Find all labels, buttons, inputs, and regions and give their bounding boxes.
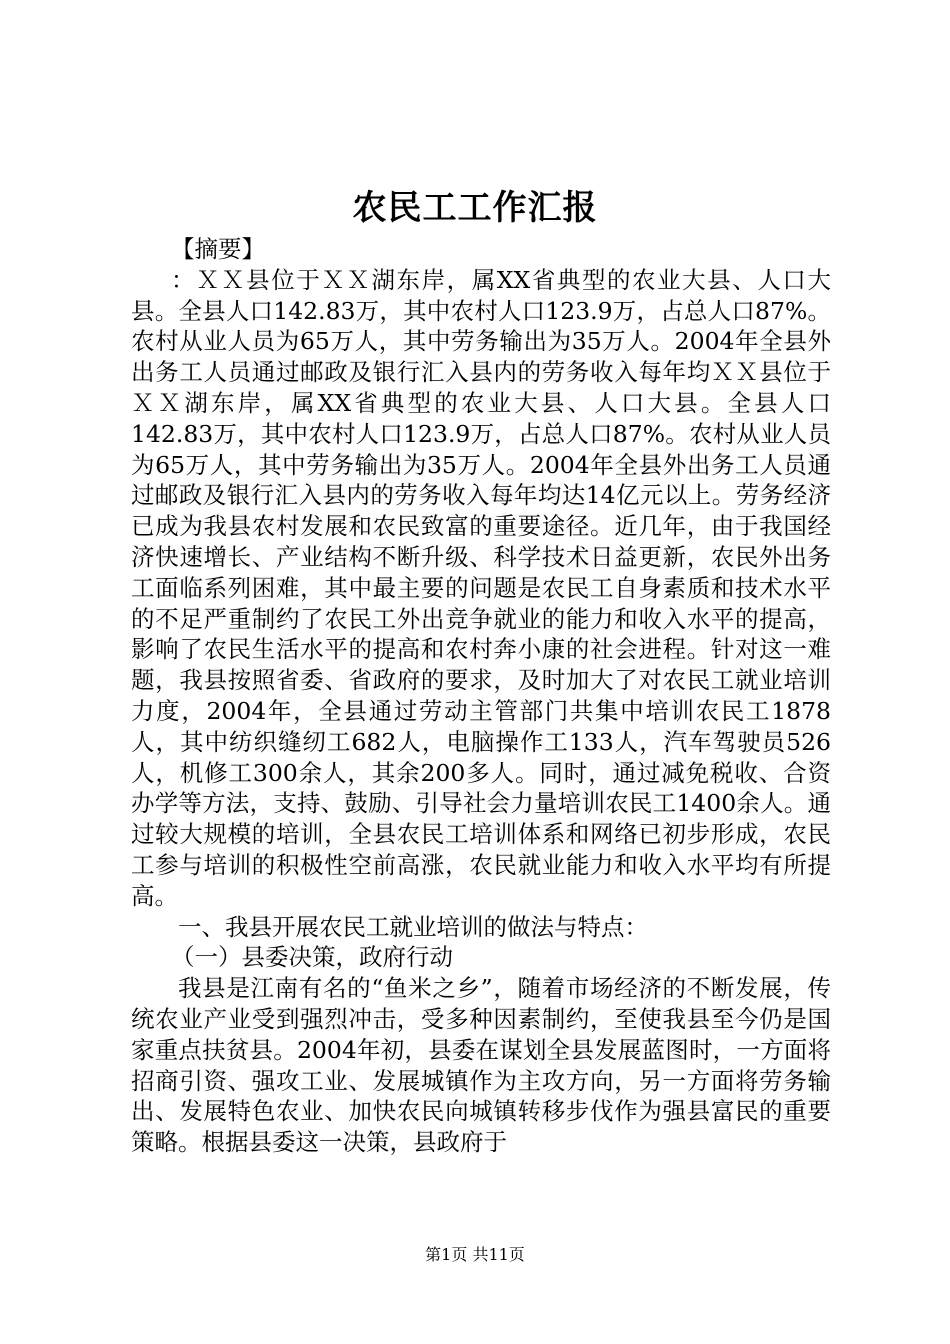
subsection-heading: （一）县委决策，政府行动 xyxy=(171,943,453,972)
document-title: 农民工工作汇报 xyxy=(352,188,598,228)
page-footer: 第1页 共11页 xyxy=(425,1245,525,1264)
document-body xyxy=(131,234,831,1158)
body-paragraph: 我县是江南有名的“鱼米之乡”，随着市场经济的不断发展，传统农业产业受到强烈冲击，受多种因素制约，至使我县至今仍是国家重点扶贫县。2004年初，县委在谋划全县发展蓝图时，一方面将招商引资、强攻工业、发展城镇作为主攻方向，另一方面将劳务输出、发展特色农业、加快农民向城镇转移步伐作为强县富民的重要策略。根据县委这一决策，县政府于 xyxy=(131,974,831,1157)
abstract-label: 【摘要】 xyxy=(171,235,265,263)
abstract-paragraph: ：ＸＸ县位于ＸＸ湖东岸，属XX省典型的农业大县、人口大县。全县人口142.83万，其中农村人口123.9万，占总人口87%。农村从业人员为65万人，其中劳务输出为35万人。2004年全县外出务工人员通过邮政及银行汇入县内的劳务收入每年均ＸＸ县位于ＸＸ湖东岸，属XX省典型的农业大县、人口大县。全县人口142.83万，其中农村人口123.9万，占总人口87%。农村从业人员为65万人，其中劳务输出为35万人。2004年全县外出务工人员通过邮政及银行汇入县内的劳务收入每年均达14亿元以上。劳务经济已成为我县农村发展和农民致富的重要途径。近几年，由于我国经济快速增长、产业结构不断升级、科学技术日益更新，农民外出务工面临系列困难，其中最主要的问题是农民工自身素质和技术水平的不足严重制约了农民工外出竞争就业的能力和收入水平的提高，影响了农民生活水平的提高和农村奔小康的社会进程。针对这一难题，我县按照省委、省政府的要求，及时加大了对农民工就业培训力度，2004年，全县通过劳动主管部门共集中培训农民工1878人，其中纺织缝纫工682人，电脑操作工133人，汽车驾驶员526人，机修工300余人，其余200多人。同时，通过减免税收、合资办学等方法，支持、鼓励、引导社会力量培训农民工1400余人。通过较大规模的培训，全县农民工培训体系和网络已初步形成，农民工参与培训的积极性空前高涨，农民就业能力和收入水平均有所提高。 xyxy=(131,265,831,910)
section-heading: 一、我县开展农民工就业培训的做法与特点： xyxy=(178,912,648,941)
